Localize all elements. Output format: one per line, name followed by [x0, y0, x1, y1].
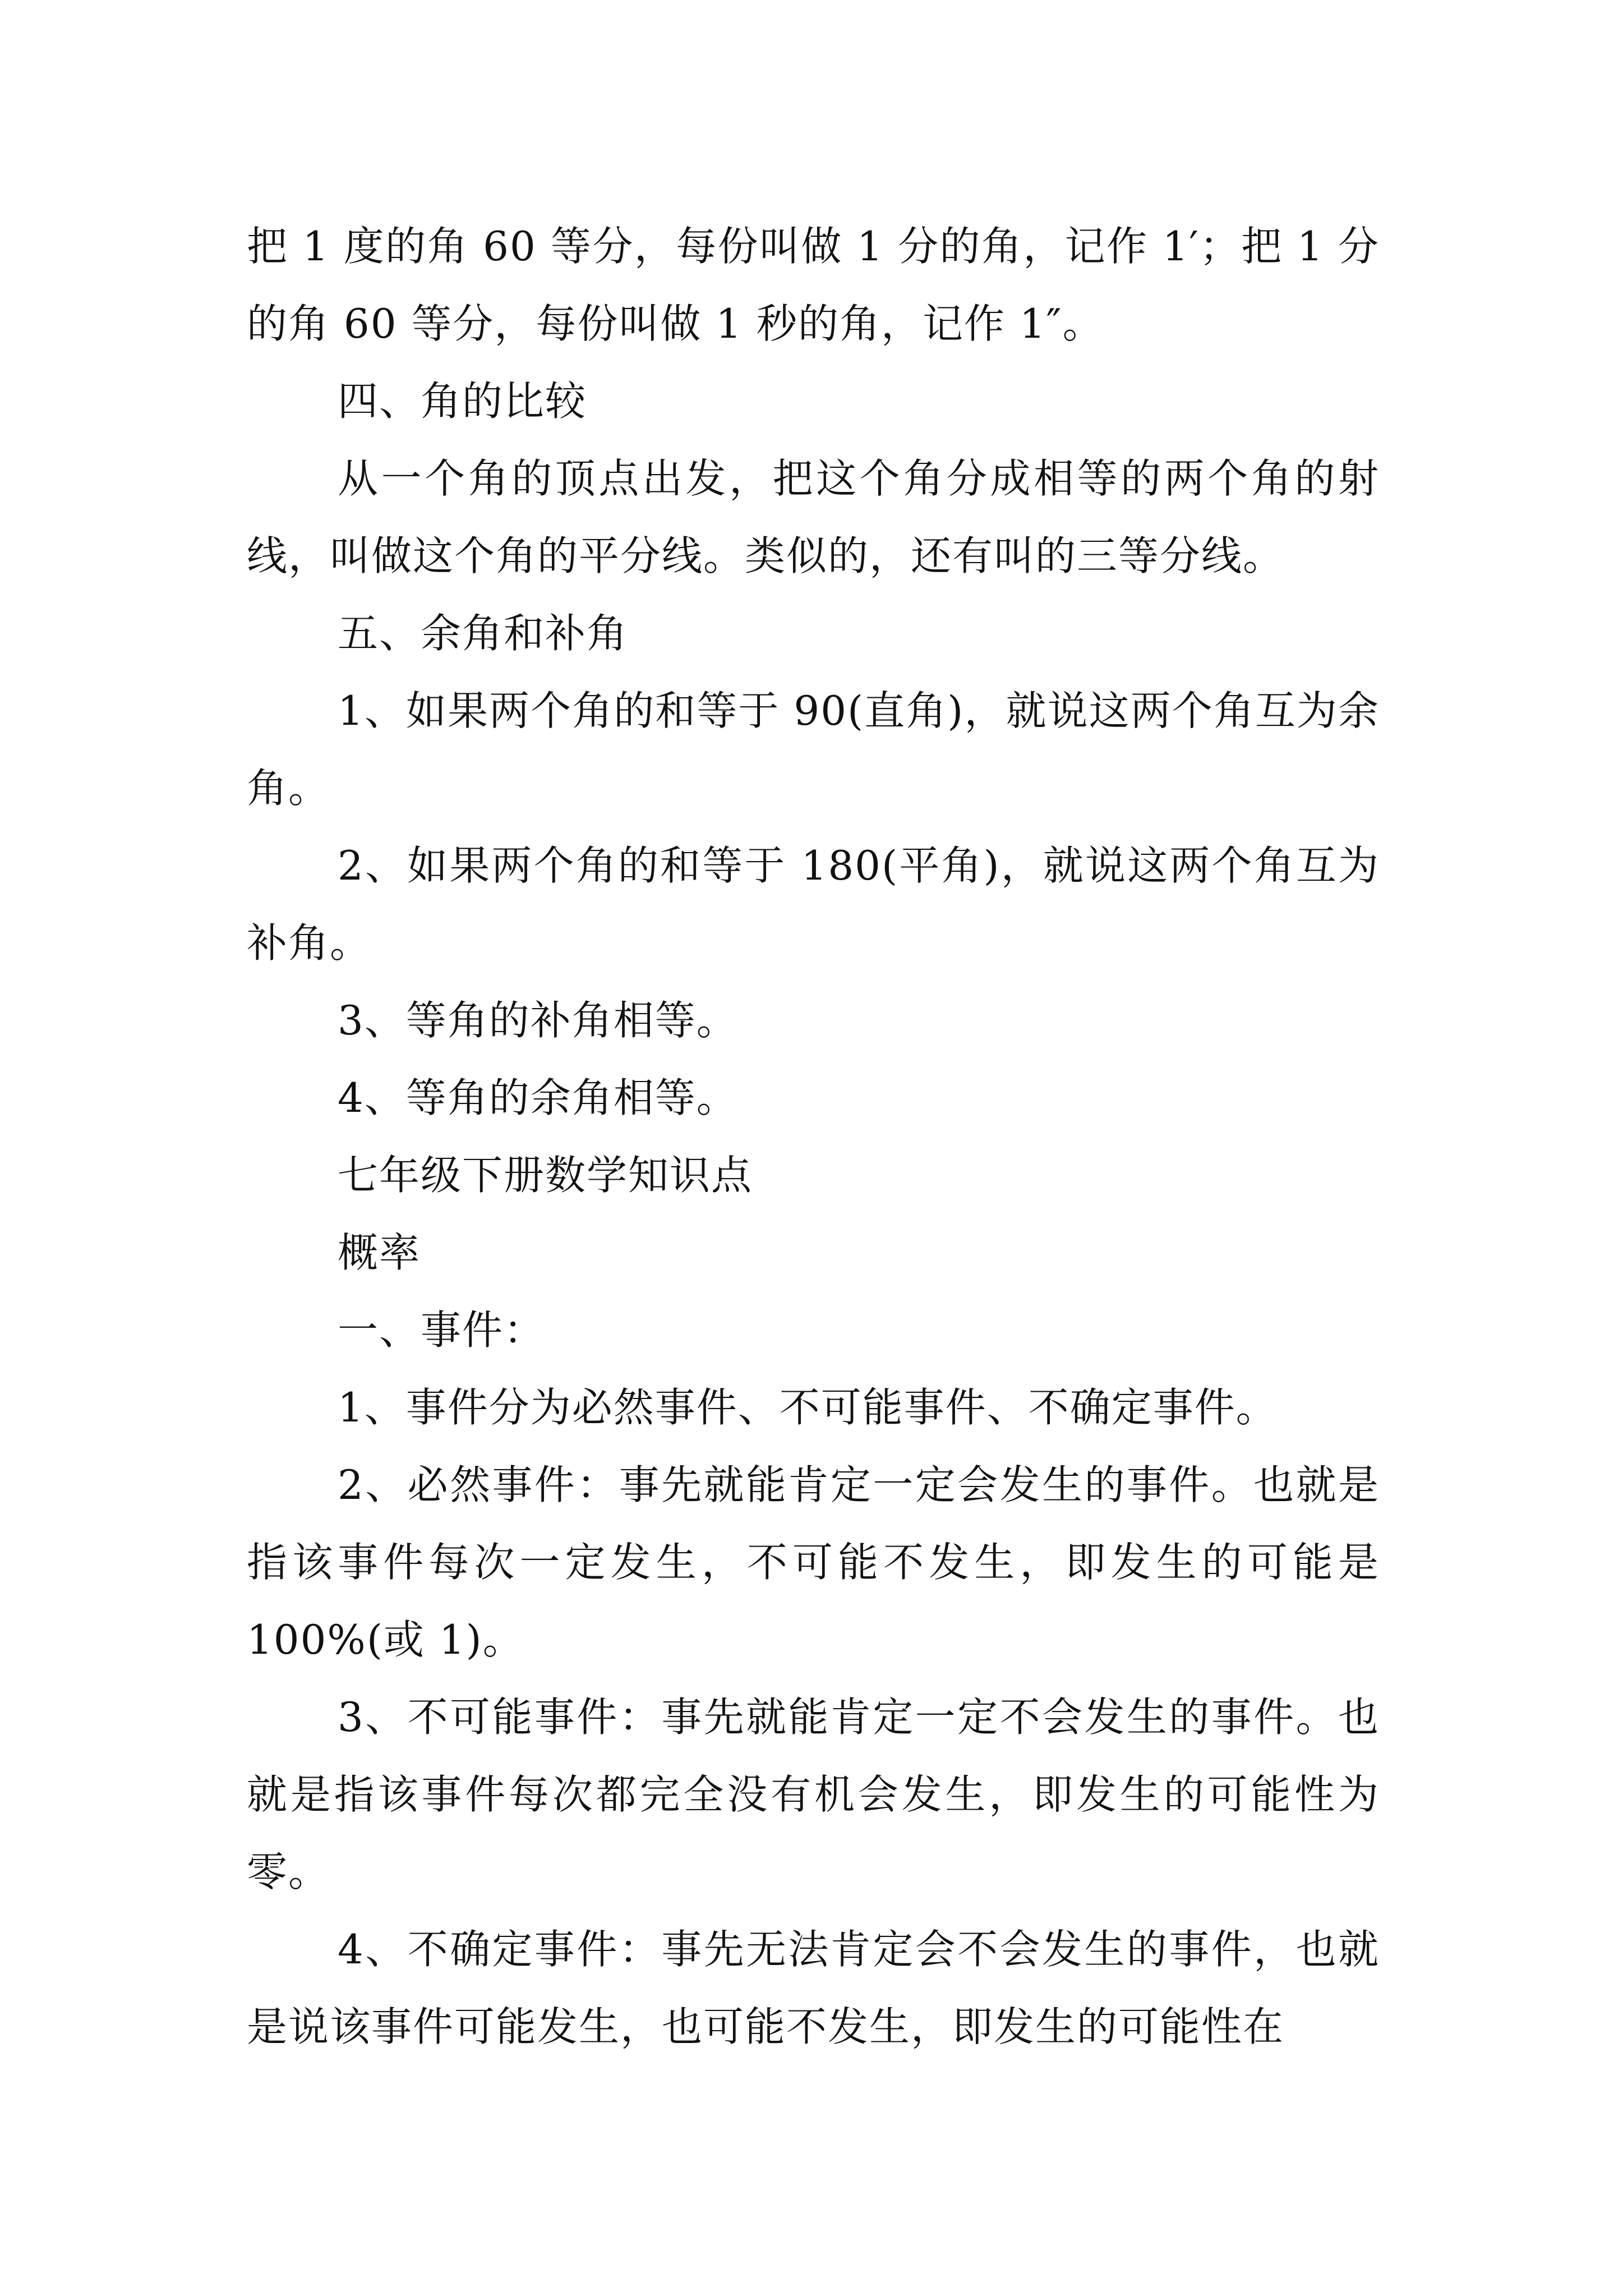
paragraph-uncertain-event: 4、不确定事件：事先无法肯定会不会发生的事件，也就是说该事件可能发生，也可能不发生，即发生的可能性在 — [247, 1926, 1380, 2050]
heading-probability: 概率 — [338, 1229, 421, 1276]
paragraph-complementary-definition: 1、如果两个角的和等于 90(直角)，就说这两个角互为余角。 — [247, 687, 1380, 812]
heading-angle-comparison: 四、角的比较 — [338, 378, 587, 425]
heading-events: 一、事件： — [338, 1306, 546, 1354]
document-body — [247, 208, 1380, 2065]
paragraph-certain-event: 2、必然事件：事先就能肯定一定会发生的事件。也就是指该事件每次一定发生，不可能不发生，即发生的可能是 100%(或 1)。 — [247, 1461, 1380, 1663]
paragraph-angle-bisector: 从一个角的顶点出发，把这个角分成相等的两个角的射线，叫做这个角的平分线。类似的，还有叫的三等分线。 — [247, 455, 1380, 579]
heading-grade7-math: 七年级下册数学知识点 — [338, 1152, 753, 1199]
paragraph-angle-units: 把 1 度的角 60 等分，每份叫做 1 分的角，记作 1′；把 1 分的角 60 等分，每份叫做 1 秒的角，记作 1″。 — [247, 223, 1380, 347]
paragraph-supplementary-definition: 2、如果两个角的和等于 180(平角)，就说这两个角互为补角。 — [247, 842, 1380, 967]
paragraph-impossible-event: 3、不可能事件：事先就能肯定一定不会发生的事件。也就是指该事件每次都完全没有机会发生，即发生的可能性为零。 — [247, 1694, 1380, 1895]
paragraph-equal-supplements: 3、等角的补角相等。 — [338, 997, 738, 1044]
paragraph-event-types: 1、事件分为必然事件、不可能事件、不确定事件。 — [338, 1384, 1278, 1431]
heading-complementary-supplementary: 五、余角和补角 — [338, 610, 629, 657]
paragraph-equal-complements: 4、等角的余角相等。 — [338, 1074, 738, 1121]
